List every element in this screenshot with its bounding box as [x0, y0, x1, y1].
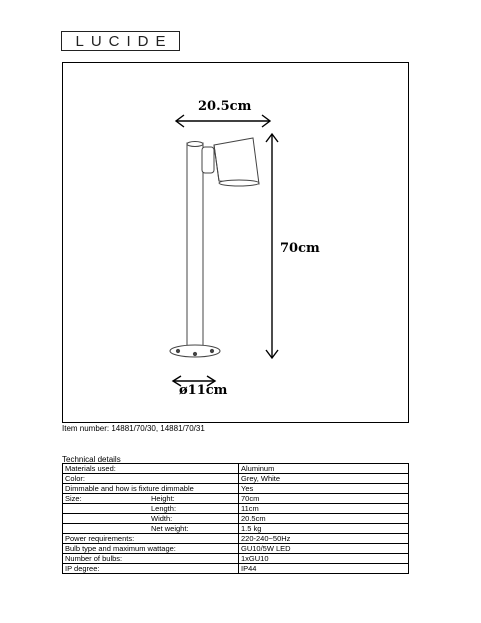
spec-value: 11cm	[239, 504, 409, 514]
spec-label: Dimmable and how is fixture dimmable	[65, 484, 194, 493]
item-number: Item number: 14881/70/30, 14881/70/31	[62, 424, 205, 433]
spec-value: GU10/5W LED	[239, 544, 409, 554]
spec-sublabel: Height:	[151, 494, 175, 503]
diameter-label: ø11cm	[179, 383, 228, 398]
spec-sublabel: Length:	[151, 504, 177, 513]
spec-label: Color:	[65, 474, 86, 483]
spec-value: Grey, White	[239, 474, 409, 484]
product-drawing-frame	[62, 62, 409, 423]
spec-label: Size:	[65, 494, 82, 503]
brand-logo	[61, 31, 180, 51]
base-plate	[170, 345, 220, 357]
spec-label-cell	[63, 564, 239, 574]
spec-value: 20.5cm	[239, 514, 409, 524]
width-label: 20.5cm	[198, 99, 252, 114]
spec-row	[63, 514, 409, 524]
spec-label-cell	[63, 514, 239, 524]
spec-row	[63, 524, 409, 534]
spec-label-cell	[63, 504, 239, 514]
spec-row	[63, 484, 409, 494]
height-dimension-arrow	[266, 134, 278, 358]
spec-label: Bulb type and maximum wattage:	[65, 544, 176, 553]
spec-value: 1xGU10	[239, 554, 409, 564]
technical-details-table	[62, 463, 409, 574]
brand-logo-text: LUCIDE	[75, 33, 173, 50]
spec-label-cell	[63, 544, 239, 554]
spec-value: Aluminum	[239, 464, 409, 474]
spec-label: Power requirements:	[65, 534, 135, 543]
spec-label-cell	[63, 484, 239, 494]
lamp-head	[202, 138, 259, 186]
spec-value: IP44	[239, 564, 409, 574]
spec-label-cell	[63, 494, 239, 504]
spec-row	[63, 504, 409, 514]
technical-details-title: Technical details	[62, 455, 121, 464]
spec-value: Yes	[239, 484, 409, 494]
spec-label: Materials used:	[65, 464, 116, 473]
spec-sublabel: Net weight:	[151, 524, 189, 533]
spec-value: 70cm	[239, 494, 409, 504]
spec-value: 1.5 kg	[239, 524, 409, 534]
bollard-pole	[187, 142, 203, 348]
spec-row	[63, 554, 409, 564]
spec-row	[63, 544, 409, 554]
product-drawing	[63, 63, 408, 422]
spec-label: Number of bulbs:	[65, 554, 123, 563]
spec-label: IP degree:	[65, 564, 100, 573]
spec-row	[63, 534, 409, 544]
spec-row	[63, 564, 409, 574]
spec-row	[63, 494, 409, 504]
spec-value: 220-240~50Hz	[239, 534, 409, 544]
spec-sublabel: Width:	[151, 514, 173, 523]
spec-label-cell	[63, 534, 239, 544]
spec-row	[63, 474, 409, 484]
spec-label-cell	[63, 554, 239, 564]
spec-label-cell	[63, 464, 239, 474]
height-label: 70cm	[280, 241, 320, 256]
spec-label-cell	[63, 474, 239, 484]
spec-label-cell	[63, 524, 239, 534]
spec-row	[63, 464, 409, 474]
width-dimension-arrow	[176, 115, 270, 127]
